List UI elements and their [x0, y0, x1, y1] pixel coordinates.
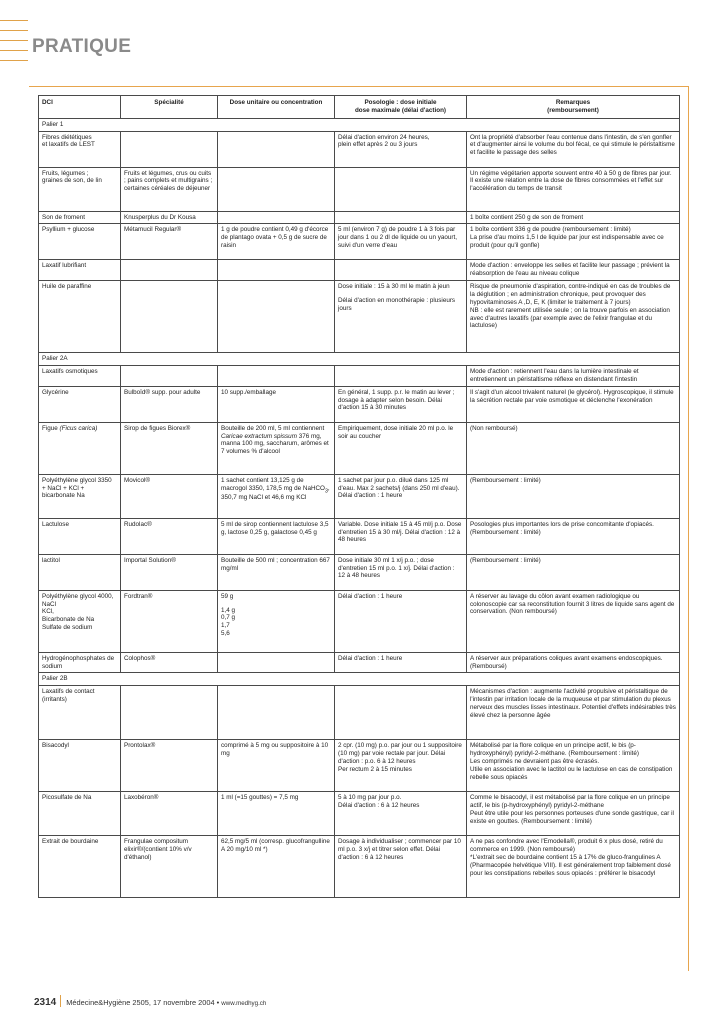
cell-remarques: Mécanismes d'action : augmente l'activité propulsive et péristaltique de l'intestin par irritation locale de la muqueuse et par stimulation du plexus nerveux des muscles lisses intestinaux. Potentiel d'effets indésirables très élevé chez la personne âgée: [467, 686, 680, 740]
cell-specialite: Fordtran®: [121, 590, 218, 652]
cell-remarques: A ne pas confondre avec l'Emodella®, produit 6 x plus dosé, retiré du commerce en 1999. (Non remboursé) *L'extrait sec de bourdaine contient 15 à 17% de gluco-frangulines A (Pharmacopée helvétique VIII). Il est généralement trop faiblement dosé pour les constipations rebelles sous opiacés : préférer le bisacodyl: [467, 836, 680, 898]
cell-specialite: [121, 281, 218, 353]
cell-dose: [218, 167, 335, 211]
cell-posologie: Dosage à individualiser ; commencer par 10 ml p.o. 3 x/j et titrer selon effet. Délai d'action : 6 à 12 heures: [335, 836, 467, 898]
cell-remarques: Un régime végétarien apporte souvent entre 40 à 50 g de fibres par jour. Il existe une relation entre la dose de fibres consommées et l'effet sur l'accélération du temps de transit: [467, 167, 680, 211]
cell-specialite: Métamucil Regular®: [121, 224, 218, 260]
cell-dose: 5 ml de sirop contiennent lactulose 3,5 g, lactose 0,25 g, galactose 0,45 g: [218, 518, 335, 554]
table-row: [39, 740, 680, 792]
cell-posologie: Dose initiale 30 ml 1 x/j p.o. ; dose d'entretien 15 ml p.o. 1 x/j. Délai d'action : 12 à 48 heures: [335, 554, 467, 590]
palier-label: Palier 2B: [39, 673, 680, 686]
header-remarques: Remarques (remboursement): [467, 96, 680, 119]
dose-latin-text: Caricae extractum spissum: [221, 432, 297, 440]
cell-dci: Hydrogénophosphates de sodium: [39, 652, 121, 673]
dose-text: , 350,7 mg NaCl et 46,6 mg KCl: [221, 484, 330, 502]
cell-remarques: (Remboursement : limité): [467, 554, 680, 590]
table-row: [39, 518, 680, 554]
cell-dci: Lactulose: [39, 518, 121, 554]
table-row: [39, 366, 680, 387]
cell-specialite: [121, 260, 218, 281]
table-row: [39, 281, 680, 353]
cell-posologie: 5 à 10 mg par jour p.o. Délai d'action : 6 à 12 heures: [335, 792, 467, 836]
cell-remarques: (Non remboursé): [467, 422, 680, 474]
cell-remarques: Comme le bisacodyl, il est métabolisé par la flore colique en un principe actif, le bis (p-hydroxyphényl) pyridyl-2-méthane Peut être utile pour les personnes porteuses d'une sonde gastrique, car il existe en gouttes. (Remboursement : limité): [467, 792, 680, 836]
cell-posologie: Empiriquement, dose initiale 20 ml p.o. le soir au coucher: [335, 422, 467, 474]
posologie-line: Délai d'action en monothérapie : plusieurs jours: [338, 297, 456, 312]
cell-dci: Fibres diététiques et laxatifs de LEST: [39, 131, 121, 167]
footer-url[interactable]: www.medhyg.ch: [221, 1000, 267, 1007]
cell-dci: Fruits, légumes ; graines de son, de lin: [39, 167, 121, 211]
cell-dose: 1 g de poudre contient 0,49 g d'écorce de plantago ovata + 0,5 g de sucre de raisin: [218, 224, 335, 260]
dose-text: 1 sachet contient 13,125 g de macrogol 3350, 178,5 mg de NaHCO: [221, 476, 325, 492]
header-rule: [0, 50, 28, 51]
table-row: [39, 474, 680, 518]
cell-posologie: Variable. Dose initiale 15 à 45 ml/j p.o. Dose d'entretien 15 à 30 ml/j. Délai d'action : 12 à 48 heures: [335, 518, 467, 554]
cell-posologie: Délai d'action environ 24 heures, plein effet après 2 ou 3 jours: [335, 131, 467, 167]
dose-text: 1,4 g 0,7 g 1,7 5,6: [221, 606, 236, 638]
cell-remarques: Posologies plus importantes lors de prise concomitante d'opiacés. (Remboursement : limité): [467, 518, 680, 554]
cell-posologie: 1 sachet par jour p.o. dilué dans 125 ml d'eau. Max 2 sachets/j (dans 250 ml d'eau). Délai d'action : 1 heure: [335, 474, 467, 518]
cell-dose: [218, 211, 335, 224]
cell-specialite: Sirop de figues Biorex®: [121, 422, 218, 474]
cell-specialite: Frangulae compositum elixir®/(contient 10% v/v d'éthanol): [121, 836, 218, 898]
section-row-palier-2b: [39, 673, 680, 686]
cell-remarques: A réserver au lavage du côlon avant examen radiologique ou colonoscopie car sa reconstitution fournit 3 litres de liquide sans agent de conservation. (Non remboursé): [467, 590, 680, 652]
cell-dci: Polyéthylène glycol 3350 + NaCl + KCl + bicarbonate Na: [39, 474, 121, 518]
cell-remarques: (Remboursement : limité): [467, 474, 680, 518]
table-row: [39, 590, 680, 652]
header-dci: DCI: [39, 96, 121, 119]
cell-dci: Laxatifs de contact (irritants): [39, 686, 121, 740]
cell-dose: [218, 474, 335, 518]
cell-remarques: Mode d'action : enveloppe les selles et facilite leur passage ; prévient la réabsorption de l'eau au niveau colique: [467, 260, 680, 281]
cell-specialite: Fruits et légumes, crus ou cuits ; pains complets et multigrains ; certaines céréales de déjeuner: [121, 167, 218, 211]
cell-dose: [218, 260, 335, 281]
header-posologie: Posologie : dose initiale dose maximale (délai d'action): [335, 96, 467, 119]
table-row: [39, 792, 680, 836]
cell-dci: Glycérine: [39, 386, 121, 422]
palier-label: Palier 2A: [39, 353, 680, 366]
cell-remarques: 1 boîte contient 336 g de poudre (remboursement : limité) La prise d'au moins 1,5 l de liquide par jour est indispensable avec ce produit (pour qu'il gonfle): [467, 224, 680, 260]
cell-posologie: [335, 686, 467, 740]
cell-posologie: [335, 167, 467, 211]
cell-posologie: En général, 1 supp. p.r. le matin au lever ; dosage à adapter selon besoin. Délai d'action 15 à 30 minutes: [335, 386, 467, 422]
cell-remarques: Ont la propriété d'absorber l'eau contenue dans l'intestin, de s'en gonfler et d'augmenter ainsi le volume du bol fécal, ce qui stimule le péristaltisme et facilite le passage des selles: [467, 131, 680, 167]
dose-text: 59 g: [221, 592, 234, 600]
cell-posologie: Délai d'action : 1 heure: [335, 652, 467, 673]
cell-dose: [218, 131, 335, 167]
cell-posologie: [335, 366, 467, 387]
section-title: PRATIQUE: [32, 36, 132, 57]
table-row: [39, 422, 680, 474]
cell-dose: [218, 652, 335, 673]
cell-dci: Son de froment: [39, 211, 121, 224]
cell-dci: Huile de paraffine: [39, 281, 121, 353]
posologie-line: Dose initiale : 15 à 30 ml le matin à jeun: [338, 283, 450, 291]
cell-remarques: Il s'agit d'un alcool trivalent naturel (le glycérol). Hygroscopique, il stimule la sécrétion rectale par voie osmotique et déclenche l'exonération: [467, 386, 680, 422]
header-rule: [0, 40, 28, 41]
section-row-palier-2a: [39, 353, 680, 366]
cell-specialite: Laxobéron®: [121, 792, 218, 836]
table-row: [39, 386, 680, 422]
cell-posologie: [335, 281, 467, 353]
cell-dose: 62,5 mg/5 ml (corresp. glucofrangulline A 20 mg/10 ml *): [218, 836, 335, 898]
header-dose-unitaire: Dose unitaire ou concentration: [218, 96, 335, 119]
table-row: [39, 260, 680, 281]
cell-posologie: [335, 260, 467, 281]
page-footer: [34, 995, 266, 1008]
dose-text: Bouteille de 200 ml, 5 ml contiennent: [221, 424, 325, 432]
cell-specialite: Bulboïd® supp. pour adulte: [121, 386, 218, 422]
cell-dci: Extrait de bourdaine: [39, 836, 121, 898]
cell-dci: Polyéthylène glycol 4000, NaCl KCl, Bicarbonate de Na Sulfate de sodium: [39, 590, 121, 652]
cell-specialite: Prontolax®: [121, 740, 218, 792]
header-rule: [0, 30, 28, 31]
cell-remarques: Mode d'action : retiennent l'eau dans la lumière intestinale et entretiennent un péristaltisme réflexe en distendant l'intestin: [467, 366, 680, 387]
cell-dose: [218, 366, 335, 387]
page-number: 2314: [34, 997, 57, 1008]
footer-bullet: •: [216, 998, 220, 1007]
cell-dci: Psyllium + glucose: [39, 224, 121, 260]
cell-posologie: 2 cpr. (10 mg) p.o. par jour ou 1 suppositoire (10 mg) par voie rectale par jour. Délai d'action : p.o. 6 à 12 heures Per rectum 2 à 15 minutes: [335, 740, 467, 792]
table-row: [39, 167, 680, 211]
cell-remarques: A réserver aux préparations coliques avant examens endoscopiques. (Remboursé): [467, 652, 680, 673]
header-rule: [0, 20, 28, 21]
cell-dci: Picosulfate de Na: [39, 792, 121, 836]
cell-dci: Bisacodyl: [39, 740, 121, 792]
cell-dose: [218, 686, 335, 740]
cell-specialite: Importal Solution®: [121, 554, 218, 590]
cell-specialite: Knusperplus du Dr Kousa: [121, 211, 218, 224]
cell-specialite: [121, 366, 218, 387]
cell-remarques: Risque de pneumonie d'aspiration, contre-indiqué en cas de troubles de la déglutition ; en administration chronique, peut provoquer des hypovitaminoses A ,D, E, K (limiter le traitement à 7 jours) NB : elle est rarement utilisée seule ; on la trouve parfois en association avec d'autres laxatifs (par exemple avec de l'elixir frangulae et du lactulose): [467, 281, 680, 353]
dose-subscript: 3: [324, 487, 328, 494]
cell-specialite: [121, 686, 218, 740]
cell-remarques: Métabolisé par la flore colique en un principe actif, le bis (p-hydroxyphényl) pyridyl-2-méthane. (Remboursement : limité) Les comprimés ne devraient pas être écrasés. Utile en association avec le lactitol ou le lactulose en cas de constipation rebelle sous opiacés: [467, 740, 680, 792]
cell-posologie: [335, 211, 467, 224]
cell-specialite: Movicol®: [121, 474, 218, 518]
cell-dose: Bouteille de 500 ml ; concentration 667 mg/ml: [218, 554, 335, 590]
cell-dose: [218, 590, 335, 652]
journal-info: Médecine&Hygiène 2505, 17 novembre 2004: [66, 998, 215, 1007]
cell-specialite: [121, 131, 218, 167]
cell-dose: 1 ml (=15 gouttes) = 7,5 mg: [218, 792, 335, 836]
table-row: [39, 211, 680, 224]
table-row: [39, 224, 680, 260]
cell-remarques: 1 boîte contient 250 g de son de froment: [467, 211, 680, 224]
header-specialite: Spécialité: [121, 96, 218, 119]
table-row: [39, 836, 680, 898]
dci-latin-name: (Ficus carica): [59, 424, 98, 432]
dci-name: Figue: [42, 424, 58, 432]
cell-dci: lactitol: [39, 554, 121, 590]
cell-dose: [218, 281, 335, 353]
dose-text: 376 mg, manna 100 mg, saccharum, arômes et 7 volumes % d'alcool: [221, 432, 329, 456]
table-row: [39, 686, 680, 740]
cell-specialite: Rudolac®: [121, 518, 218, 554]
cell-posologie: Délai d'action : 1 heure: [335, 590, 467, 652]
cell-posologie: 5 ml (environ 7 g) de poudre 1 à 3 fois par jour dans 1 ou 2 dl de liquide ou un yaourt, suivi d'un verre d'eau: [335, 224, 467, 260]
table-row: [39, 554, 680, 590]
cell-specialite: Colophos®: [121, 652, 218, 673]
footer-divider: [60, 995, 61, 1007]
cell-dci: Laxatif lubrifiant: [39, 260, 121, 281]
table-row: [39, 131, 680, 167]
table-header-row: [39, 96, 680, 119]
cell-dose: comprimé à 5 mg ou suppositoire à 10 mg: [218, 740, 335, 792]
header-rule: [0, 60, 28, 61]
palier-label: Palier 1: [39, 118, 680, 131]
cell-dose: 10 supp./emballage: [218, 386, 335, 422]
table-row: [39, 652, 680, 673]
laxatives-table: [38, 95, 680, 898]
cell-dose: [218, 422, 335, 474]
cell-dci: Laxatifs osmotiques: [39, 366, 121, 387]
cell-dci: [39, 422, 121, 474]
section-row-palier-1: [39, 118, 680, 131]
